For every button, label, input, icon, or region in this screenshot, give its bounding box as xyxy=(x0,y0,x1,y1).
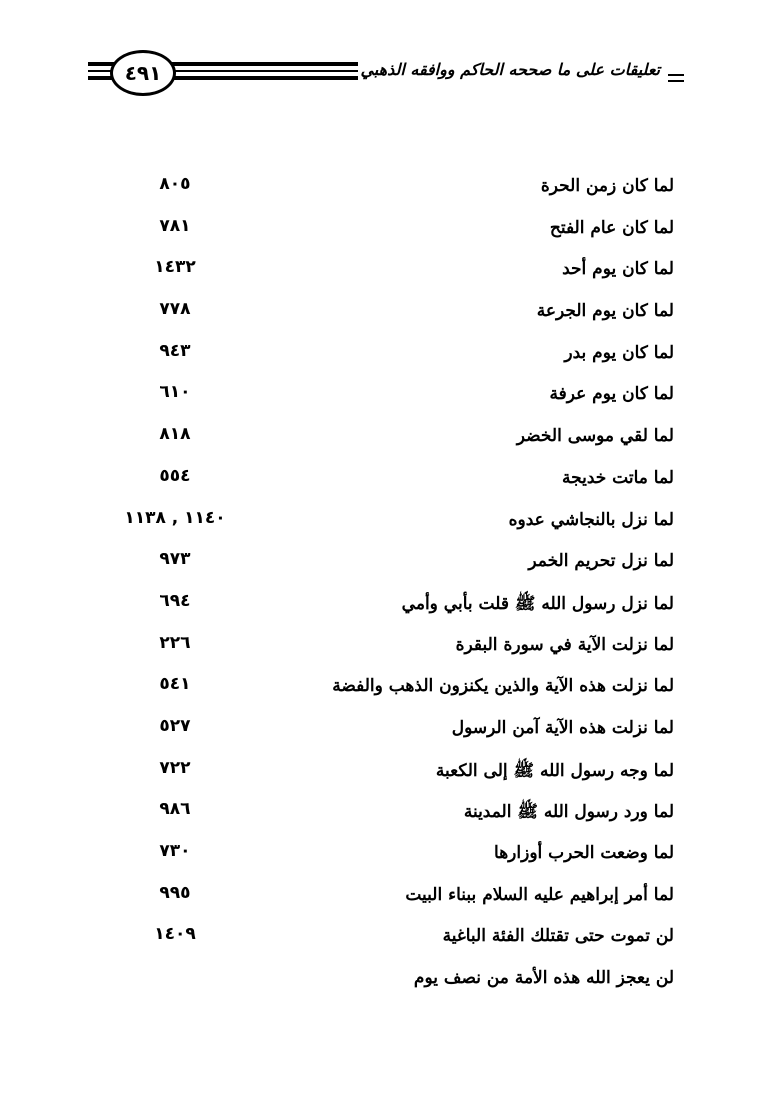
entry-page-ref: ٨٠٥ xyxy=(159,174,191,194)
entry-text: لما نزلت هذه الآية آمن الرسول xyxy=(451,717,674,738)
entry-page-ref: ٩٩٥ xyxy=(159,882,191,903)
entry-text: لما نزل بالنجاشي عدوه xyxy=(508,509,674,530)
entry-text: لما لقي موسى الخضر xyxy=(516,426,674,447)
index-entry xyxy=(100,251,680,293)
index-entry xyxy=(100,418,680,460)
index-entry xyxy=(100,293,680,335)
entry-text: لما أمر إبراهيم عليه السلام ببناء البيت xyxy=(405,884,674,905)
entry-page-ref: ٨١٨ xyxy=(159,424,191,445)
entry-page-ref: ٧٧٨ xyxy=(159,299,191,320)
entry-text: لما كان زمن الحرة xyxy=(540,176,674,196)
index-entry xyxy=(100,460,680,502)
index-entry xyxy=(100,710,680,752)
index-entry xyxy=(100,585,680,627)
index-entry xyxy=(100,752,680,794)
entry-text: لما نزلت الآية في سورة البقرة xyxy=(455,634,674,655)
entry-page-ref: ٥٥٤ xyxy=(159,465,191,486)
entry-page-ref: ٢٢٦ xyxy=(159,632,191,653)
entry-text: لما كان يوم الجرعة xyxy=(536,301,674,322)
page-number: ٤٩١ xyxy=(110,50,176,96)
entry-page-ref: ٥٢٧ xyxy=(159,715,191,736)
index-entry xyxy=(100,668,680,710)
page-header xyxy=(88,48,688,102)
index-entry xyxy=(100,835,680,877)
entry-page-ref: ٩٧٣ xyxy=(159,549,191,570)
entry-page-ref: ٩٤٣ xyxy=(159,340,191,361)
entry-text: لما ورد رسول الله ﷺ المدينة xyxy=(463,802,674,823)
entry-page-ref: ١١٤٠ , ١١٣٨ xyxy=(124,507,226,528)
entry-text: لما نزل رسول الله ﷺ قلت بأبي وأمي xyxy=(401,593,674,614)
entry-page-ref: ٥٤١ xyxy=(159,674,191,695)
entry-text: لما ماتت خديجة xyxy=(562,467,674,488)
entry-text: لما نزلت هذه الآية والذين يكنزون الذهب والفضة xyxy=(332,676,674,697)
index-entry xyxy=(100,960,680,1002)
entry-page-ref: ٧٢٢ xyxy=(159,757,191,778)
index-entry xyxy=(100,502,680,544)
entry-text: لما كان يوم عرفة xyxy=(549,384,674,405)
entry-text: لما وجه رسول الله ﷺ إلى الكعبة xyxy=(435,760,674,781)
index-entry xyxy=(100,376,680,418)
index-entry xyxy=(100,793,680,835)
header-rule-right-bottom xyxy=(668,80,684,82)
entry-text: لما وضعت الحرب أوزارها xyxy=(494,843,674,863)
running-title: تعليقات على ما صححه الحاكم ووافقه الذهبي xyxy=(360,60,660,79)
header-rule-right-top xyxy=(668,74,684,76)
index-entry xyxy=(100,210,680,252)
entry-page-ref: ٦١٠ xyxy=(159,382,191,403)
entry-page-ref: ٩٨٦ xyxy=(159,799,191,820)
index-entry xyxy=(100,543,680,585)
index-entry xyxy=(100,918,680,960)
entry-text: لما نزل تحريم الخمر xyxy=(528,551,674,572)
index-entry xyxy=(100,335,680,377)
entry-text: لما كان يوم بدر xyxy=(564,342,674,363)
entry-text: لما كان عام الفتح xyxy=(549,217,674,238)
index-list xyxy=(100,168,680,1002)
header-rule-center-bottom xyxy=(168,76,358,80)
entry-text: لن يعجز الله هذه الأمة من نصف يوم xyxy=(413,968,674,989)
entry-page-ref: ٦٩٤ xyxy=(159,590,191,611)
index-entry xyxy=(100,627,680,669)
entry-page-ref: ١٤٠٩ xyxy=(154,924,196,945)
entry-text: لما كان يوم أحد xyxy=(562,259,674,280)
entry-page-ref: ١٤٣٢ xyxy=(154,257,196,278)
entry-text: لن تموت حتى تقتلك الفئة الباغية xyxy=(442,926,674,947)
header-rule-center-top xyxy=(168,62,358,66)
entry-page-ref: ٧٨١ xyxy=(159,215,191,236)
entry-page-ref: ٧٣٠ xyxy=(159,841,191,861)
index-entry xyxy=(100,877,680,919)
header-rule-center-mid xyxy=(168,70,358,72)
index-entry xyxy=(100,168,680,210)
